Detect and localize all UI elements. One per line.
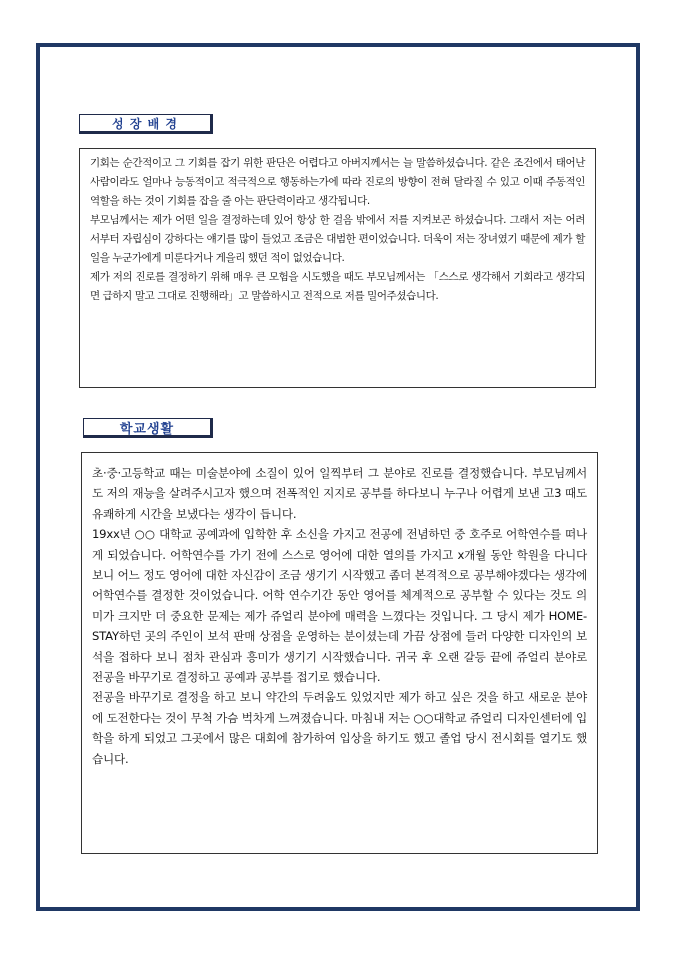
school-life-paragraph-2: 19xx년 ○○ 대학교 공예과에 입학한 후 소신을 가지고 전공에 전념하던 중 호주로 어학연수를 떠나게 되었습니다. 어학연수를 가기 전에 스스로 영어에 대한 열의를 가지고 x개월 동안 학원을 다니다 보니 어느 정도 영어에 대한 자신감이 조금 생기기 시작했고 좀더 본격적으로 공부해야겠다는 생각에 어학연수를 결정한 것이었습니다. 어학 연수기간 동안 영어를 체계적으로 공부할 수 있다는 것도 의미가 크지만 더 중요한 문제는 제가 쥬얼리 분야에 매력을 느꼈다는 것입니다. 그 당시 제가 HOME-STAY하던 곳의 주인이 보석 판매 상점을 운영하는 분이셨는데 가끔 상점에 들러 다양한 디자인의 보석을 접하다 보니 점차 관심과 흥미가 생기기 시작했습니다. 귀국 후 오랜 갈등 끝에 쥬얼리 분야로 전공을 바꾸기로 결정하고 공예과 공부를 접기로 했습니다. bbox=[92, 527, 587, 685]
background-paragraph-2: 부모님께서는 제가 어떤 일을 결정하는데 있어 항상 한 걸음 밖에서 저를 지켜보곤 하셨습니다. 그래서 저는 어려서부터 자립심이 강하다는 얘기를 많이 들었고 조금은 대범한 편이었습니다. 더욱이 저는 장녀였기 때문에 제가 할 일을 누군가에게 미룬다거나 게을리 했던 적이 없었습니다. bbox=[90, 214, 585, 264]
section-title-school-life: 학교생활 bbox=[83, 418, 213, 438]
school-life-paragraph-3: 전공을 바꾸기로 결정을 하고 보니 약간의 두려움도 있었지만 제가 하고 싶은 것을 하고 새로운 분야에 도전한다는 것이 무척 가슴 벅차게 느껴졌습니다. 마침내 저는 ○○대학교 쥬얼리 디자인센터에 입학을 하게 되었고 그곳에서 많은 대회에 참가하여 입상을 하기도 했고 졸업 당시 전시회를 열기도 했습니다. bbox=[92, 690, 587, 766]
school-life-paragraph-1: 초·중·고등학교 때는 미술분야에 소질이 있어 일찍부터 그 분야로 진로를 결정했습니다. 부모님께서도 저의 재능을 살려주시고자 했으며 전폭적인 지지로 공부를 하다보니 누구나 어렵게 보낸 고3 때도 유쾌하게 시간을 보냈다는 생각이 듭니다. bbox=[92, 466, 587, 521]
background-paragraph-1: 기회는 순간적이고 그 기회를 잡기 위한 판단은 어렵다고 아버지께서는 늘 말씀하셨습니다. 같은 조건에서 태어난 사람이라도 얼마나 능동적이고 적극적으로 행동하는가에 따라 진로의 방향이 전혀 달라질 수 있고 이때 주동적인 역할을 하는 것이 기회를 잡을 줄 아는 판단력이라고 생각됩니다. bbox=[90, 157, 585, 207]
background-paragraph-3: 제가 저의 진로를 결정하기 위해 매우 큰 모험을 시도했을 때도 부모님께서는 「스스로 생각해서 기회라고 생각되면 급하지 말고 그대로 진행해라」고 말씀하시고 전적으로 저를 밀어주셨습니다. bbox=[90, 271, 585, 302]
section-title-background: 성 장 배 경 bbox=[79, 114, 213, 134]
background-text-box bbox=[79, 148, 596, 388]
school-life-text-box bbox=[81, 452, 598, 854]
